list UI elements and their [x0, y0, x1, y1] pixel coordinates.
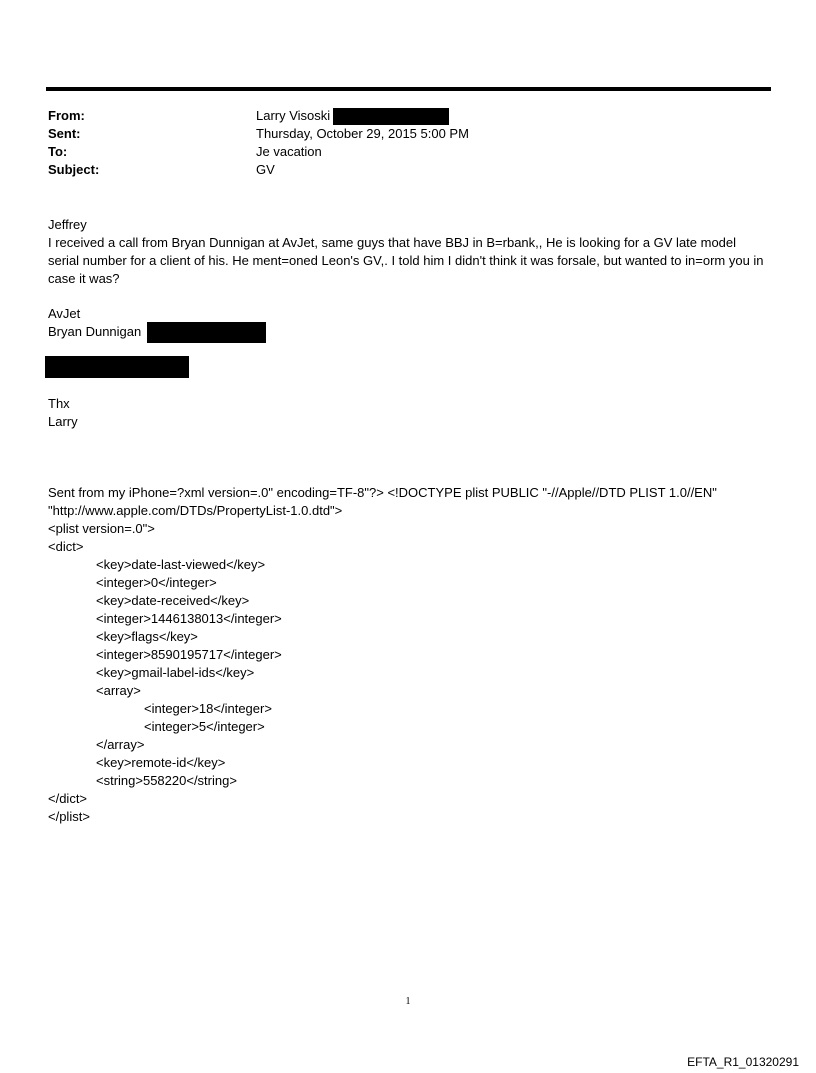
- redaction-box: [147, 322, 266, 343]
- plist-line: </plist>: [48, 809, 90, 824]
- sent-row: [48, 125, 469, 143]
- subject-value: GV: [256, 162, 275, 177]
- bates-number: EFTA_R1_01320291: [687, 1055, 799, 1069]
- plist-line: <integer>18</integer>: [144, 701, 272, 716]
- plist-line: <integer>5</integer>: [144, 719, 265, 734]
- subject-row: [48, 161, 469, 179]
- plist-line: <key>remote-id</key>: [96, 755, 226, 770]
- page-number: 1: [405, 996, 411, 1007]
- sent-value: Thursday, October 29, 2015 5:00 PM: [256, 126, 469, 141]
- subject-label: Subject:: [48, 162, 100, 177]
- plist-line: <key>date-received</key>: [96, 593, 250, 608]
- plist-line: </array>: [96, 737, 145, 752]
- plist-line: </dict>: [48, 791, 88, 806]
- plist-line: <dict>: [48, 539, 84, 554]
- to-row: [48, 143, 469, 161]
- signoff-thanks: Thx: [48, 396, 70, 411]
- company-label: AvJet: [48, 306, 81, 321]
- sent-label: Sent:: [48, 126, 81, 141]
- redaction-box: [45, 356, 189, 378]
- plist-line: <integer>0</integer>: [96, 575, 217, 590]
- from-value: [256, 107, 449, 125]
- to-label: To:: [48, 144, 68, 159]
- salutation: Jeffrey: [48, 217, 87, 232]
- plist-line: <key>gmail-label-ids</key>: [96, 665, 255, 680]
- redaction-box: [333, 108, 449, 125]
- company-name: [48, 305, 266, 323]
- plist-line: <string>558220</string>: [96, 773, 237, 788]
- contact-name: Bryan Dunnigan: [48, 324, 142, 339]
- sender-name: Larry Visoski: [256, 108, 331, 123]
- plist-line: <plist version=.0">: [48, 521, 155, 536]
- plist-line: <integer>8590195717</integer>: [96, 647, 282, 662]
- contact-line: [48, 323, 266, 341]
- plist-line: <key>date-last-viewed</key>: [96, 557, 266, 572]
- signoff: [48, 395, 78, 431]
- plist-metadata: [48, 484, 717, 826]
- from-row: [48, 107, 469, 125]
- message-body: I received a call from Bryan Dunnigan at AvJet, same guys that have BBJ in B=rbank,, He is looking for a GV late model serial number for a client of his. He ment=oned Leon's GV,. I told him I didn't think it was forsale, but wanted to in=orm you in case it was?: [48, 235, 764, 286]
- contact-block: [48, 305, 266, 341]
- plist-line: "http://www.apple.com/DTDs/PropertyList-1.0.dtd">: [48, 503, 343, 518]
- email-header: [48, 107, 469, 179]
- header-divider: [46, 87, 771, 91]
- plist-line: <key>flags</key>: [96, 629, 198, 644]
- plist-line: <integer>1446138013</integer>: [96, 611, 282, 626]
- signoff-name: Larry: [48, 414, 78, 429]
- to-value: Je vacation: [256, 144, 322, 159]
- plist-line: <array>: [96, 683, 141, 698]
- from-label: From:: [48, 108, 85, 123]
- plist-line: Sent from my iPhone=?xml version=.0" encoding=TF-8"?> <!DOCTYPE plist PUBLIC "-//Apple//DTD PLIST 1.0//EN": [48, 485, 717, 500]
